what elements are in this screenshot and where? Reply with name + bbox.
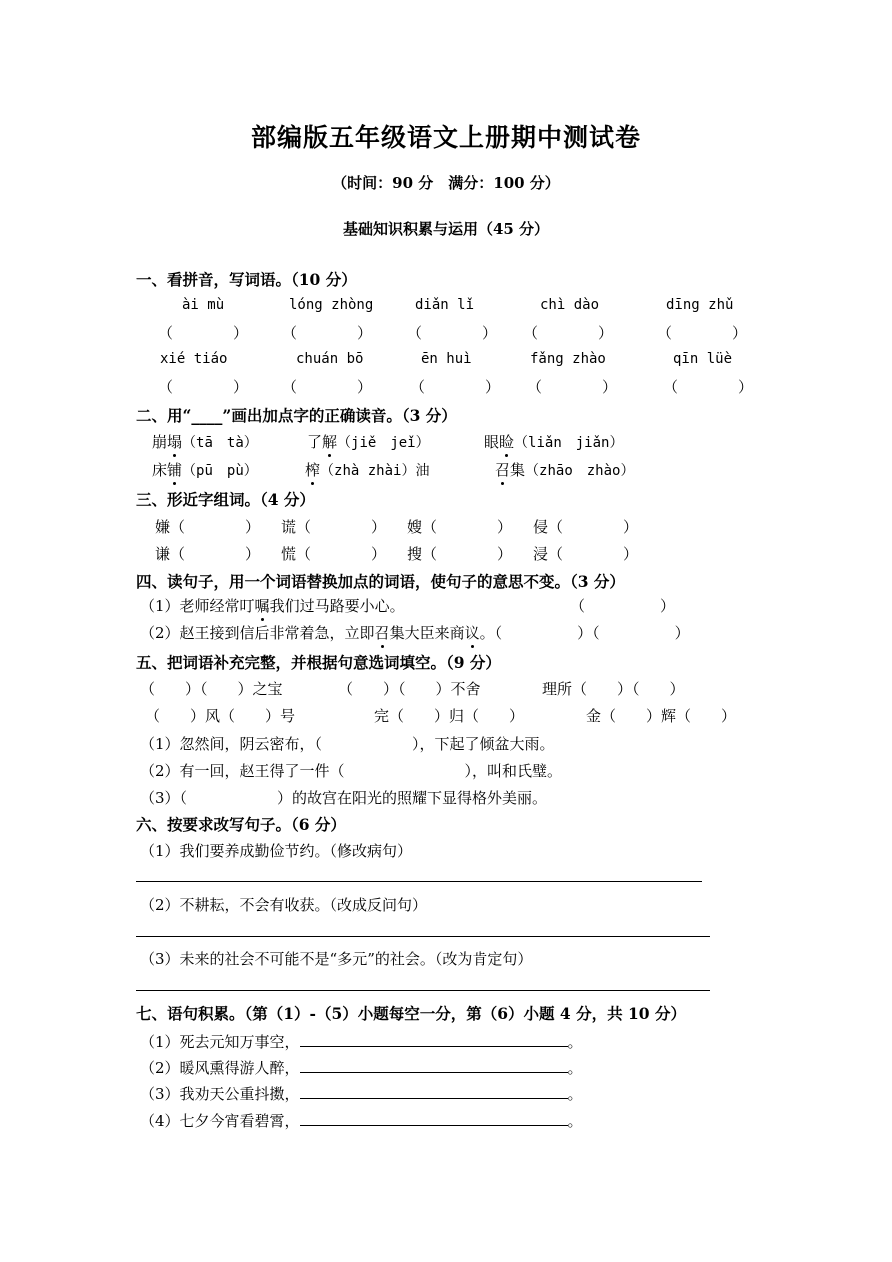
answer-blank[interactable]: （ ） <box>663 378 754 396</box>
answer-blank[interactable]: （ ） <box>282 378 373 396</box>
dotted-char: 召 <box>374 624 390 642</box>
word-blank[interactable]: 谎（ ） <box>281 518 387 536</box>
idiom-blank[interactable]: 金（ ）辉（ ） <box>586 707 737 725</box>
pinyin: diǎn lǐ <box>415 297 475 313</box>
poem-line: （3）我劝天公重抖擞， 。 <box>140 1082 583 1104</box>
answer-line[interactable] <box>136 990 710 991</box>
reading-option: 榨（zhà zhài）油 <box>305 461 430 479</box>
pinyin: ài mù <box>182 297 225 313</box>
q4-sentence-1: （1）老师经常叮嘱我们过马路要小心。 <box>140 597 405 615</box>
pinyin: ēn huì <box>421 351 472 367</box>
idiom-blank[interactable]: 理所（ ）（ ） <box>542 680 685 698</box>
poem-line: （4）七夕今宵看碧霄， 。 <box>140 1109 583 1131</box>
word-blank[interactable]: 侵（ ） <box>533 518 639 536</box>
answer-blank[interactable]: （ ） <box>158 378 249 396</box>
answer-blank[interactable]: （ ） <box>158 324 249 342</box>
answer-blank[interactable]: （ ） <box>527 378 618 396</box>
dotted-char: 睑 <box>499 433 515 451</box>
exam-time-score: （时间：90 分 满分：100 分） <box>332 174 560 192</box>
answer-line[interactable] <box>300 1109 568 1126</box>
q7-heading: 七、语句积累。（第（1）-（5）小题每空一分，第（6）小题 4 分，共 10 分） <box>136 1004 686 1023</box>
dotted-char: 议 <box>464 624 480 642</box>
pinyin: chì dào <box>540 297 600 313</box>
dotted-char: 榨 <box>305 461 321 479</box>
fill-sentence: （1）忽然间，阴云密布，（ ），下起了倾盆大雨。 <box>140 735 555 753</box>
answer-line[interactable] <box>300 1056 568 1073</box>
word-blank[interactable]: 嫂（ ） <box>407 518 513 536</box>
pinyin: lóng zhòng <box>289 297 374 313</box>
q4-sentence-2: （2）赵王接到信后非常着急，立即召集大臣来商议。（ ）（ ） <box>140 624 690 642</box>
rewrite-prompt: （3）未来的社会不可能不是“多元”的社会。（改为肯定句） <box>140 950 533 968</box>
word-blank[interactable]: 浸（ ） <box>533 545 639 563</box>
answer-line[interactable] <box>300 1030 568 1047</box>
answer-line[interactable] <box>136 881 702 882</box>
q4-heading: 四、读句子，用一个词语替换加点的词语，使句子的意思不变。（3 分） <box>136 572 625 591</box>
q3-heading: 三、形近字组词。（4 分） <box>136 490 315 509</box>
dotted-char: 铺 <box>167 461 183 479</box>
dotted-char: 塌 <box>167 433 183 451</box>
word-blank[interactable]: 搜（ ） <box>407 545 513 563</box>
answer-line[interactable] <box>300 1082 568 1099</box>
q5-heading: 五、把词语补充完整，并根据句意选词填空。（9 分） <box>136 653 501 672</box>
answer-blank[interactable]: （ ） <box>282 324 373 342</box>
dotted-char: 召 <box>495 461 511 479</box>
reading-option: 眼睑（liǎn jiǎn） <box>484 433 624 451</box>
idiom-blank[interactable]: （ ）（ ）之宝 <box>140 680 283 698</box>
word-blank[interactable]: 嫌（ ） <box>155 518 261 536</box>
dotted-char: 嘱 <box>254 597 270 615</box>
idiom-blank[interactable]: 完（ ）归（ ） <box>374 707 525 725</box>
idiom-blank[interactable]: （ ）（ ）不舍 <box>338 680 481 698</box>
fill-sentence: （3）（ ）的故宫在阳光的照耀下显得格外美丽。 <box>140 789 548 807</box>
pinyin: fǎng zhào <box>530 351 606 367</box>
idiom-blank[interactable]: （ ）风（ ）号 <box>145 707 296 725</box>
pinyin: dīng zhǔ <box>666 297 734 313</box>
answer-blank[interactable]: （ ） <box>523 324 614 342</box>
answer-blank[interactable]: （ ） <box>657 324 748 342</box>
fill-sentence: （2）有一回，赵王得了一件（ ），叫和氏璧。 <box>140 762 563 780</box>
reading-option: 了解（jiě jeǐ） <box>307 433 430 451</box>
rewrite-prompt: （1）我们要养成勤俭节约。（修改病句） <box>140 842 413 860</box>
reading-option: 崩塌（tā tà） <box>152 433 258 451</box>
dotted-char: 解 <box>322 433 338 451</box>
q1-heading: 一、看拼音，写词语。（10 分） <box>136 270 357 289</box>
answer-blank[interactable]: （ ） <box>407 324 498 342</box>
answer-line[interactable] <box>136 936 710 937</box>
exam-title: 部编版五年级语文上册期中测试卷 <box>250 123 641 152</box>
q6-heading: 六、按要求改写句子。（6 分） <box>136 815 346 834</box>
pinyin: chuán bō <box>296 351 364 367</box>
pinyin: qīn lüè <box>673 351 733 367</box>
answer-blank[interactable]: （ ） <box>410 378 501 396</box>
poem-line: （2）暖风熏得游人醉， 。 <box>140 1056 583 1078</box>
q2-heading: 二、用“____”画出加点字的正确读音。（3 分） <box>136 406 457 425</box>
rewrite-prompt: （2）不耕耘，不会有收获。（改成反问句） <box>140 896 428 914</box>
answer-blank[interactable]: （ ） <box>570 597 676 615</box>
word-blank[interactable]: 谦（ ） <box>155 545 261 563</box>
word-blank[interactable]: 慌（ ） <box>281 545 387 563</box>
reading-option: 召集（zhāo zhào） <box>495 461 635 479</box>
pinyin: xié tiáo <box>160 351 228 367</box>
part-heading: 基础知识积累与运用（45 分） <box>342 220 550 238</box>
poem-line: （1）死去元知万事空， 。 <box>140 1030 583 1052</box>
reading-option: 床铺（pū pù） <box>152 461 258 479</box>
